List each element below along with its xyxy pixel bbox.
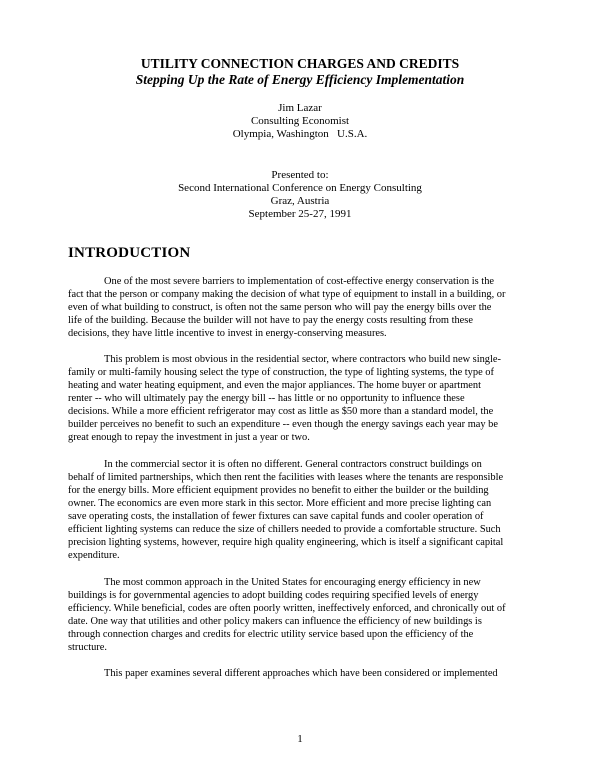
paragraph-line: even of what building to construct, is often not the same person who will pay the energy bills over the	[68, 302, 492, 313]
paragraph-line: expenditure.	[68, 550, 120, 561]
paragraph-line: renter -- who will ultimately pay the energy bill -- has little or no opportunity to influence these	[68, 393, 465, 404]
paragraph-line: builder perceives no benefit to such an expenditure -- even though the energy savings each year may be	[68, 419, 498, 430]
paragraph-line: behalf of limited partnerships, which then rent the facilities with leases where the tenants are responsible	[68, 472, 504, 483]
paragraph-2	[68, 353, 534, 444]
author-name: Jim Lazar	[278, 102, 322, 114]
paragraph-line: fact that the person or company making the decision of what type of equipment to install in a building, or	[68, 289, 506, 300]
paragraph-line: date. One way that utilities and other policy makers can influence the efficiency of new buildings is	[68, 616, 482, 627]
paragraph-line: efficient lighting systems can reduce the size of chillers needed to provide a comfortable structure. Such	[68, 524, 501, 535]
paragraph-line: precision lighting systems, however, require high quality engineering, which is itself a significant capital	[68, 537, 504, 548]
presented-block	[0, 169, 600, 221]
author-block	[0, 102, 600, 141]
document-title: UTILITY CONNECTION CHARGES AND CREDITS	[140, 56, 460, 71]
document-subtitle: Stepping Up the Rate of Energy Efficiency Implementation	[135, 72, 465, 87]
paragraph-line: buildings is for governmental agencies to adopt building codes requiring specified levels of energy	[68, 590, 479, 601]
paragraph-line: family or multi-family housing select the type of construction, the type of lighting systems, the type of	[68, 367, 494, 378]
paragraph-line: In the commercial sector it is often no different. General contractors construct buildings on	[104, 459, 482, 470]
presented-label: Presented to:	[271, 169, 329, 181]
paragraph-4	[68, 576, 534, 654]
paragraph-line: for the energy bills. More efficient equipment provides no benefit to either the builder or the building	[68, 485, 489, 496]
paragraph-line: great enough to repay the investment in just a year or two.	[68, 432, 310, 443]
paragraph-5	[68, 667, 534, 680]
paragraph-line: One of the most severe barriers to implementation of cost-effective energy conservation is the	[104, 276, 494, 287]
conference-place: Graz, Austria	[270, 195, 330, 207]
paragraph-line: life of the building. Because the builder will not have to pay the energy costs resulting from these	[68, 315, 473, 326]
paragraph-line: decisions, they have little incentive to invest in energy-conserving measures.	[68, 328, 387, 339]
paragraph-line: owner. The economics are even more stark in this sector. More efficient and more precise lighting can	[68, 498, 492, 509]
page-number: 1	[297, 733, 303, 745]
paragraph-line: heating and water heating equipment, and even the major appliances. The home buyer or apartment	[68, 380, 481, 391]
paragraph-1	[68, 275, 534, 340]
paragraph-line: structure.	[68, 642, 107, 653]
author-location: Olympia, Washington U.S.A.	[232, 128, 368, 140]
paragraph-line: This problem is most obvious in the residential sector, where contractors who build new single-	[104, 354, 501, 365]
paragraph-3	[68, 458, 534, 562]
paragraph-line: efficiency. While beneficial, codes are often poorly written, ineffectively enforced, and chronically out of	[68, 603, 506, 614]
conference-date: September 25-27, 1991	[248, 208, 352, 220]
paragraph-line: This paper examines several different approaches which have been considered or implemented	[104, 668, 498, 679]
paragraph-line: through connection charges and credits for electric utility service based upon the efficiency of the	[68, 629, 474, 640]
paragraph-line: save operating costs, the installation of fewer fixtures can save capital funds and cooler operation of	[68, 511, 484, 522]
section-heading: INTRODUCTION	[68, 245, 191, 261]
paragraph-line: The most common approach in the United States for encouraging energy efficiency in new	[104, 577, 481, 588]
author-role: Consulting Economist	[250, 115, 350, 127]
conference-name: Second International Conference on Energy Consulting	[178, 182, 422, 194]
paragraph-line: decisions. While a more efficient refrigerator may cost as little as $50 more than a standard model, the	[68, 406, 494, 417]
